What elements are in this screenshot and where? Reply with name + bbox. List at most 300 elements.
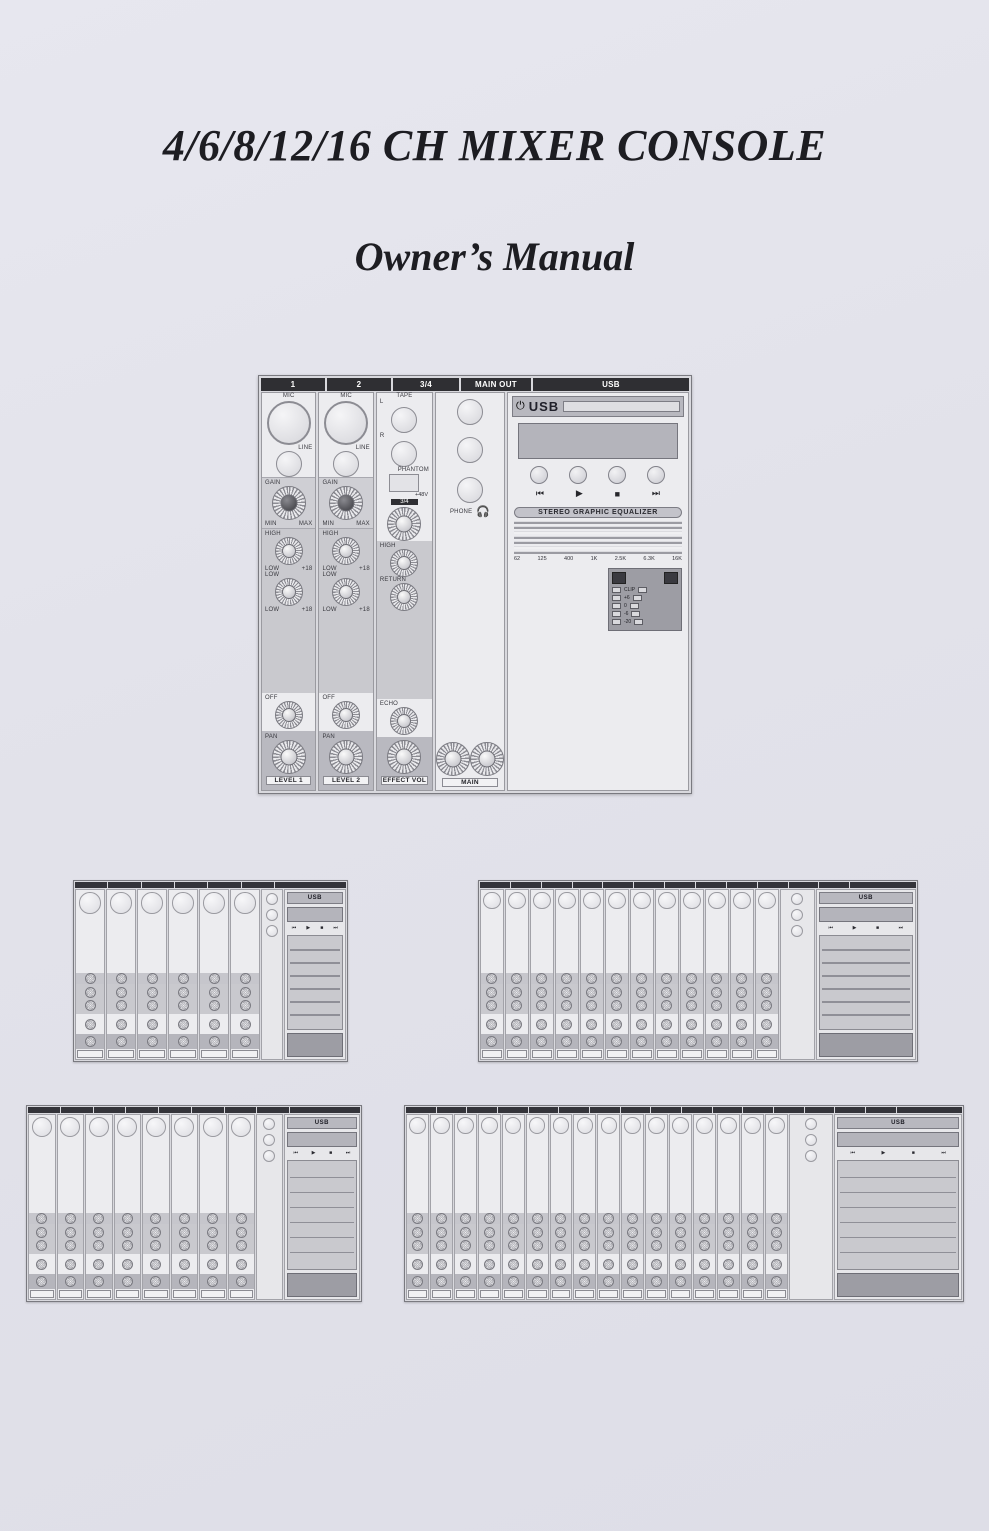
variant-high-knob[interactable] (484, 1227, 495, 1238)
variant-high-knob[interactable] (603, 1227, 614, 1238)
variant-low-knob[interactable] (93, 1240, 104, 1251)
variant-low-knob[interactable] (686, 1000, 697, 1011)
variant-fx-knob[interactable] (686, 1019, 697, 1030)
variant-channel-strip (573, 1114, 596, 1300)
next-track-icon[interactable]: ⏭ (941, 1150, 946, 1156)
variant-fx-knob[interactable] (65, 1259, 76, 1270)
variant-eq-section (731, 984, 753, 1014)
variant-low-knob[interactable] (150, 1240, 161, 1251)
variant-gain-knob[interactable] (611, 973, 622, 984)
variant-pan-knob[interactable] (484, 1276, 495, 1287)
low-knob-1[interactable] (275, 578, 303, 606)
echo-knob-34[interactable] (390, 707, 418, 735)
variant-pan-knob[interactable] (771, 1276, 782, 1287)
variant-low-knob[interactable] (511, 1000, 522, 1011)
variant-fx-knob[interactable] (586, 1019, 597, 1030)
variant-fx-knob[interactable] (627, 1259, 638, 1270)
eq-section-2 (319, 529, 372, 693)
variant-high-knob[interactable] (179, 1227, 190, 1238)
variant-high-knob[interactable] (486, 987, 497, 998)
variant-fx-knob[interactable] (179, 1259, 190, 1270)
variant-low-knob[interactable] (179, 1240, 190, 1251)
variant-low-knob[interactable] (761, 1000, 772, 1011)
phantom-switch[interactable] (389, 474, 419, 492)
variant-gain-knob[interactable] (747, 1213, 758, 1224)
variant-usb-logo: USB (819, 892, 913, 904)
variant-fx-knob[interactable] (511, 1019, 522, 1030)
variant-high-knob[interactable] (747, 1227, 758, 1238)
variant-level-tag (201, 1050, 227, 1058)
variant-gain-section (503, 1213, 524, 1224)
variant-fx-knob[interactable] (532, 1259, 543, 1270)
variant-gain-knob[interactable] (771, 1213, 782, 1224)
stop-icon[interactable]: ■ (614, 488, 621, 499)
gain-knob-2[interactable] (329, 486, 363, 520)
variant-fx-knob[interactable] (736, 1019, 747, 1030)
main-knob-left[interactable] (436, 742, 470, 776)
variant-channel-strip (741, 1114, 764, 1300)
variant-mic-jack (768, 1117, 785, 1134)
variant-pan-knob[interactable] (116, 1036, 127, 1047)
variant-fx-knob[interactable] (675, 1259, 686, 1270)
variant-high-knob[interactable] (209, 987, 220, 998)
variant-low-knob[interactable] (508, 1240, 519, 1251)
variant-low-knob[interactable] (209, 1000, 220, 1011)
variant-mic-jack (608, 892, 625, 909)
variant-mic-jack (203, 1117, 223, 1137)
variant-pan-knob[interactable] (240, 1036, 251, 1047)
variant-fx-knob[interactable] (508, 1259, 519, 1270)
variant-high-knob[interactable] (579, 1227, 590, 1238)
variant-low-knob[interactable] (36, 1240, 47, 1251)
play-icon[interactable]: ▶ (311, 1150, 316, 1156)
level-knob-34[interactable] (387, 507, 421, 541)
variant-high-knob[interactable] (627, 1227, 638, 1238)
variant-pan-knob[interactable] (85, 1036, 96, 1047)
variant-high-knob[interactable] (736, 987, 747, 998)
stop-icon[interactable]: ■ (329, 1150, 333, 1156)
variant-fx-knob[interactable] (484, 1259, 495, 1270)
usb-button-3[interactable] (608, 466, 626, 484)
variant-pan-knob[interactable] (460, 1276, 471, 1287)
variant-high-knob[interactable] (532, 1227, 543, 1238)
variant-gain-knob[interactable] (436, 1213, 447, 1224)
variant-gain-knob[interactable] (699, 1213, 710, 1224)
variant-gain-knob[interactable] (579, 1213, 590, 1224)
variant-fx-knob[interactable] (636, 1019, 647, 1030)
variant-fx-knob[interactable] (561, 1019, 572, 1030)
variant-fx-knob[interactable] (240, 1019, 251, 1030)
variant-pan-knob[interactable] (651, 1276, 662, 1287)
variant-high-knob[interactable] (240, 987, 251, 998)
variant-pan-knob[interactable] (179, 1276, 190, 1287)
variant-high-knob[interactable] (508, 1227, 519, 1238)
variant-high-knob[interactable] (711, 987, 722, 998)
fx-knob-2[interactable] (332, 701, 360, 729)
variant-fx-knob[interactable] (178, 1019, 189, 1030)
prev-track-icon[interactable]: ⏮ (293, 1150, 298, 1156)
mixer-illustration-16ch (404, 1105, 964, 1302)
variant-gain-knob[interactable] (460, 1213, 471, 1224)
variant-pan-knob[interactable] (747, 1276, 758, 1287)
variant-low-knob[interactable] (484, 1240, 495, 1251)
variant-high-knob[interactable] (436, 1227, 447, 1238)
gain-min-label-2: MIN (322, 521, 335, 527)
variant-fx-knob[interactable] (579, 1259, 590, 1270)
stop-icon[interactable]: ■ (876, 925, 880, 931)
pan-knob-1[interactable] (272, 740, 306, 774)
variant-fx-section (200, 1014, 228, 1034)
high-knob-2[interactable] (332, 537, 360, 565)
variant-pan-knob[interactable] (611, 1036, 622, 1047)
gain-knob-1[interactable] (272, 486, 306, 520)
variant-pan-knob[interactable] (686, 1036, 697, 1047)
variant-fx-knob[interactable] (699, 1259, 710, 1270)
variant-high-knob[interactable] (771, 1227, 782, 1238)
variant-gain-knob[interactable] (636, 973, 647, 984)
variant-pan-knob[interactable] (555, 1276, 566, 1287)
variant-pan-knob[interactable] (178, 1036, 189, 1047)
variant-pan-knob[interactable] (486, 1036, 497, 1047)
next-track-icon[interactable]: ⏭ (651, 488, 661, 498)
variant-fx-knob[interactable] (486, 1019, 497, 1030)
variant-mic-jack (601, 1117, 618, 1134)
stop-icon[interactable]: ■ (320, 925, 324, 931)
variant-pan-knob[interactable] (436, 1276, 447, 1287)
variant-pan-knob[interactable] (711, 1036, 722, 1047)
variant-gain-knob[interactable] (486, 973, 497, 984)
return-knob-34[interactable] (390, 583, 418, 611)
variant-low-knob[interactable] (723, 1240, 734, 1251)
variant-eq-section (231, 984, 259, 1014)
variant-gain-knob[interactable] (85, 973, 96, 984)
usb-button-2[interactable] (569, 466, 587, 484)
variant-low-knob[interactable] (486, 1000, 497, 1011)
variant-low-knob[interactable] (579, 1240, 590, 1251)
variant-low-knob[interactable] (627, 1240, 638, 1251)
variant-pan-knob[interactable] (532, 1276, 543, 1287)
variant-high-knob[interactable] (178, 987, 189, 998)
variant-gain-knob[interactable] (508, 1213, 519, 1224)
variant-pan-knob[interactable] (627, 1276, 638, 1287)
variant-pan-knob[interactable] (723, 1276, 734, 1287)
variant-gain-knob[interactable] (661, 973, 672, 984)
variant-fx-knob[interactable] (436, 1259, 447, 1270)
variant-gain-knob[interactable] (561, 973, 572, 984)
usb-display (518, 423, 678, 459)
tape-l-label: L (379, 399, 384, 405)
variant-gain-knob[interactable] (532, 1213, 543, 1224)
variant-gain-knob[interactable] (209, 973, 220, 984)
variant-fx-knob[interactable] (93, 1259, 104, 1270)
variant-high-knob[interactable] (511, 987, 522, 998)
variant-high-knob[interactable] (555, 1227, 566, 1238)
variant-gain-knob[interactable] (147, 973, 158, 984)
pan-knob-2[interactable] (329, 740, 363, 774)
variant-gain-knob[interactable] (236, 1213, 247, 1224)
variant-low-knob[interactable] (586, 1000, 597, 1011)
variant-channel-strip (621, 1114, 644, 1300)
play-icon[interactable]: ▶ (852, 925, 857, 931)
variant-fx-knob[interactable] (85, 1019, 96, 1030)
variant-low-knob[interactable] (611, 1000, 622, 1011)
variant-main-jack (791, 893, 803, 905)
variant-fx-section (506, 1014, 528, 1034)
variant-high-knob[interactable] (460, 1227, 471, 1238)
variant-gain-knob[interactable] (627, 1213, 638, 1224)
variant-high-knob[interactable] (661, 987, 672, 998)
variant-low-knob[interactable] (771, 1240, 782, 1251)
variant-low-knob[interactable] (747, 1240, 758, 1251)
variant-eq-section (681, 984, 703, 1014)
variant-pan-knob[interactable] (93, 1276, 104, 1287)
variant-fx-knob[interactable] (236, 1259, 247, 1270)
variant-pan-knob[interactable] (561, 1036, 572, 1047)
variant-fx-knob[interactable] (209, 1019, 220, 1030)
variant-low-knob[interactable] (636, 1000, 647, 1011)
variant-fx-knob[interactable] (147, 1019, 158, 1030)
variant-pan-knob[interactable] (536, 1036, 547, 1047)
variant-low-knob[interactable] (651, 1240, 662, 1251)
variant-fx-knob[interactable] (761, 1019, 772, 1030)
play-icon[interactable]: ▶ (575, 488, 583, 498)
variant-high-knob[interactable] (85, 987, 96, 998)
variant-fx-knob[interactable] (116, 1019, 127, 1030)
variant-gain-knob[interactable] (536, 973, 547, 984)
variant-gain-knob[interactable] (511, 973, 522, 984)
variant-fx-knob[interactable] (460, 1259, 471, 1270)
variant-gain-knob[interactable] (207, 1213, 218, 1224)
variant-low-knob[interactable] (412, 1240, 423, 1251)
variant-channel-strip (199, 1114, 227, 1300)
next-track-icon[interactable]: ⏭ (898, 925, 904, 931)
variant-low-knob[interactable] (536, 1000, 547, 1011)
variant-pan-knob[interactable] (36, 1276, 47, 1287)
variant-fx-knob[interactable] (651, 1259, 662, 1270)
variant-pan-knob[interactable] (207, 1276, 218, 1287)
variant-fx-knob[interactable] (412, 1259, 423, 1270)
variant-fx-knob[interactable] (771, 1259, 782, 1270)
variant-eq-section (138, 984, 166, 1014)
variant-low-knob[interactable] (436, 1240, 447, 1251)
prev-track-icon[interactable]: ⏮ (828, 925, 833, 931)
variant-channel-strip (765, 1114, 788, 1300)
variant-pan-knob[interactable] (579, 1276, 590, 1287)
variant-high-knob[interactable] (723, 1227, 734, 1238)
eq-slider-group (514, 521, 526, 554)
variant-fx-knob[interactable] (611, 1019, 622, 1030)
variant-low-knob[interactable] (711, 1000, 722, 1011)
low-knob-2[interactable] (332, 578, 360, 606)
variant-fx-knob[interactable] (150, 1259, 161, 1270)
mixer-illustration-8ch (26, 1105, 362, 1302)
variant-gain-knob[interactable] (736, 973, 747, 984)
variant-fx-knob[interactable] (723, 1259, 734, 1270)
variant-pan-knob[interactable] (736, 1036, 747, 1047)
variant-gain-knob[interactable] (179, 1213, 190, 1224)
main-tag: MAIN (442, 778, 498, 787)
variant-phones-jack (263, 1150, 275, 1162)
variant-high-knob[interactable] (675, 1227, 686, 1238)
variant-gain-knob[interactable] (412, 1213, 423, 1224)
variant-gain-section (481, 973, 503, 984)
variant-eq-section (76, 984, 104, 1014)
variant-high-knob[interactable] (536, 987, 547, 998)
play-icon[interactable]: ▶ (881, 1150, 886, 1156)
variant-eq-section (506, 984, 528, 1014)
high-knob-1[interactable] (275, 537, 303, 565)
variant-high-knob[interactable] (412, 1227, 423, 1238)
variant-fx-knob[interactable] (661, 1019, 672, 1030)
variant-gain-knob[interactable] (723, 1213, 734, 1224)
variant-gain-knob[interactable] (150, 1213, 161, 1224)
variant-gain-knob[interactable] (122, 1213, 133, 1224)
variant-high-knob[interactable] (65, 1227, 76, 1238)
prev-track-icon[interactable]: ⏮ (535, 488, 545, 498)
variant-high-knob[interactable] (611, 987, 622, 998)
variant-fx-knob[interactable] (555, 1259, 566, 1270)
variant-high-knob[interactable] (150, 1227, 161, 1238)
variant-gain-section (731, 973, 753, 984)
variant-pan-knob[interactable] (699, 1276, 710, 1287)
variant-gain-section (138, 973, 166, 984)
variant-low-knob[interactable] (675, 1240, 686, 1251)
variant-pan-knob[interactable] (661, 1036, 672, 1047)
variant-fx-section (598, 1254, 619, 1274)
usb-button-1[interactable] (530, 466, 548, 484)
variant-low-knob[interactable] (147, 1000, 158, 1011)
page-subtitle: Owner’s Manual (354, 234, 635, 279)
variant-high-knob[interactable] (761, 987, 772, 998)
variant-pan-knob[interactable] (603, 1276, 614, 1287)
variant-low-knob[interactable] (561, 1000, 572, 1011)
variant-high-knob[interactable] (147, 987, 158, 998)
variant-gain-knob[interactable] (93, 1213, 104, 1224)
main-knob-right[interactable] (470, 742, 504, 776)
variant-low-knob[interactable] (178, 1000, 189, 1011)
variant-pan-knob[interactable] (761, 1036, 772, 1047)
variant-phones-jack (805, 1150, 817, 1162)
variant-gain-knob[interactable] (686, 973, 697, 984)
variant-gain-knob[interactable] (484, 1213, 495, 1224)
variant-low-knob[interactable] (736, 1000, 747, 1011)
variant-fx-section (670, 1254, 691, 1274)
variant-gain-knob[interactable] (240, 973, 251, 984)
high-knob-34[interactable] (390, 549, 418, 577)
variant-gain-knob[interactable] (36, 1213, 47, 1224)
variant-low-knob[interactable] (236, 1240, 247, 1251)
variant-high-knob[interactable] (93, 1227, 104, 1238)
variant-mic-jack (79, 892, 101, 914)
variant-gain-knob[interactable] (675, 1213, 686, 1224)
variant-pan-knob[interactable] (150, 1276, 161, 1287)
variant-low-knob[interactable] (207, 1240, 218, 1251)
variant-pan-knob[interactable] (122, 1276, 133, 1287)
variant-gain-knob[interactable] (651, 1213, 662, 1224)
variant-gain-knob[interactable] (761, 973, 772, 984)
variant-mic-jack (708, 892, 725, 909)
variant-pan-knob[interactable] (636, 1036, 647, 1047)
variant-equalizer (287, 1160, 357, 1270)
variant-pan-knob[interactable] (147, 1036, 158, 1047)
variant-gain-section (646, 1213, 667, 1224)
variant-low-knob[interactable] (661, 1000, 672, 1011)
variant-channel-strip (106, 889, 136, 1060)
variant-high-knob[interactable] (116, 987, 127, 998)
prev-track-icon[interactable]: ⏮ (291, 925, 297, 931)
variant-gain-knob[interactable] (116, 973, 127, 984)
variant-fx-knob[interactable] (536, 1019, 547, 1030)
variant-high-knob[interactable] (699, 1227, 710, 1238)
variant-fx-knob[interactable] (36, 1259, 47, 1270)
variant-high-knob[interactable] (586, 987, 597, 998)
variant-pan-knob[interactable] (511, 1036, 522, 1047)
variant-fx-knob[interactable] (207, 1259, 218, 1270)
phones-jack (457, 477, 483, 503)
variant-high-knob[interactable] (122, 1227, 133, 1238)
variant-pan-knob[interactable] (236, 1276, 247, 1287)
usb-button-4[interactable] (647, 466, 665, 484)
fx-section-1 (262, 693, 315, 731)
variant-fx-knob[interactable] (603, 1259, 614, 1270)
stop-icon[interactable]: ■ (911, 1150, 915, 1156)
variant-gain-knob[interactable] (178, 973, 189, 984)
variant-high-knob[interactable] (36, 1227, 47, 1238)
variant-low-knob[interactable] (555, 1240, 566, 1251)
variant-pan-knob[interactable] (209, 1036, 220, 1047)
variant-low-knob[interactable] (532, 1240, 543, 1251)
variant-mic-jack (744, 1117, 761, 1134)
next-track-icon[interactable]: ⏭ (333, 925, 338, 931)
variant-gain-knob[interactable] (586, 973, 597, 984)
variant-gain-knob[interactable] (711, 973, 722, 984)
variant-low-knob[interactable] (603, 1240, 614, 1251)
variant-pan-knob[interactable] (675, 1276, 686, 1287)
variant-fx-knob[interactable] (122, 1259, 133, 1270)
next-track-icon[interactable]: ⏭ (345, 1150, 351, 1156)
variant-gain-knob[interactable] (555, 1213, 566, 1224)
usb-slot[interactable] (563, 401, 680, 412)
variant-low-knob[interactable] (65, 1240, 76, 1251)
variant-fx-knob[interactable] (747, 1259, 758, 1270)
variant-high-knob[interactable] (236, 1227, 247, 1238)
variant-pan-knob[interactable] (508, 1276, 519, 1287)
variant-high-knob[interactable] (561, 987, 572, 998)
effect-knob[interactable] (387, 740, 421, 774)
play-icon[interactable]: ▶ (306, 925, 311, 931)
variant-low-knob[interactable] (699, 1240, 710, 1251)
variant-high-knob[interactable] (207, 1227, 218, 1238)
fx-knob-1[interactable] (275, 701, 303, 729)
variant-pan-knob[interactable] (65, 1276, 76, 1287)
variant-pan-knob[interactable] (586, 1036, 597, 1047)
variant-channel-strip (550, 1114, 573, 1300)
variant-gain-knob[interactable] (65, 1213, 76, 1224)
variant-high-knob[interactable] (636, 987, 647, 998)
variant-high-knob[interactable] (651, 1227, 662, 1238)
variant-gain-knob[interactable] (603, 1213, 614, 1224)
variant-low-knob[interactable] (240, 1000, 251, 1011)
variant-high-knob[interactable] (686, 987, 697, 998)
variant-low-knob[interactable] (460, 1240, 471, 1251)
variant-fx-knob[interactable] (711, 1019, 722, 1030)
variant-low-knob[interactable] (122, 1240, 133, 1251)
variant-pan-knob[interactable] (412, 1276, 423, 1287)
variant-fx-section (481, 1014, 503, 1034)
prev-track-icon[interactable]: ⏮ (850, 1150, 855, 1156)
variant-low-knob[interactable] (85, 1000, 96, 1011)
variant-low-knob[interactable] (116, 1000, 127, 1011)
